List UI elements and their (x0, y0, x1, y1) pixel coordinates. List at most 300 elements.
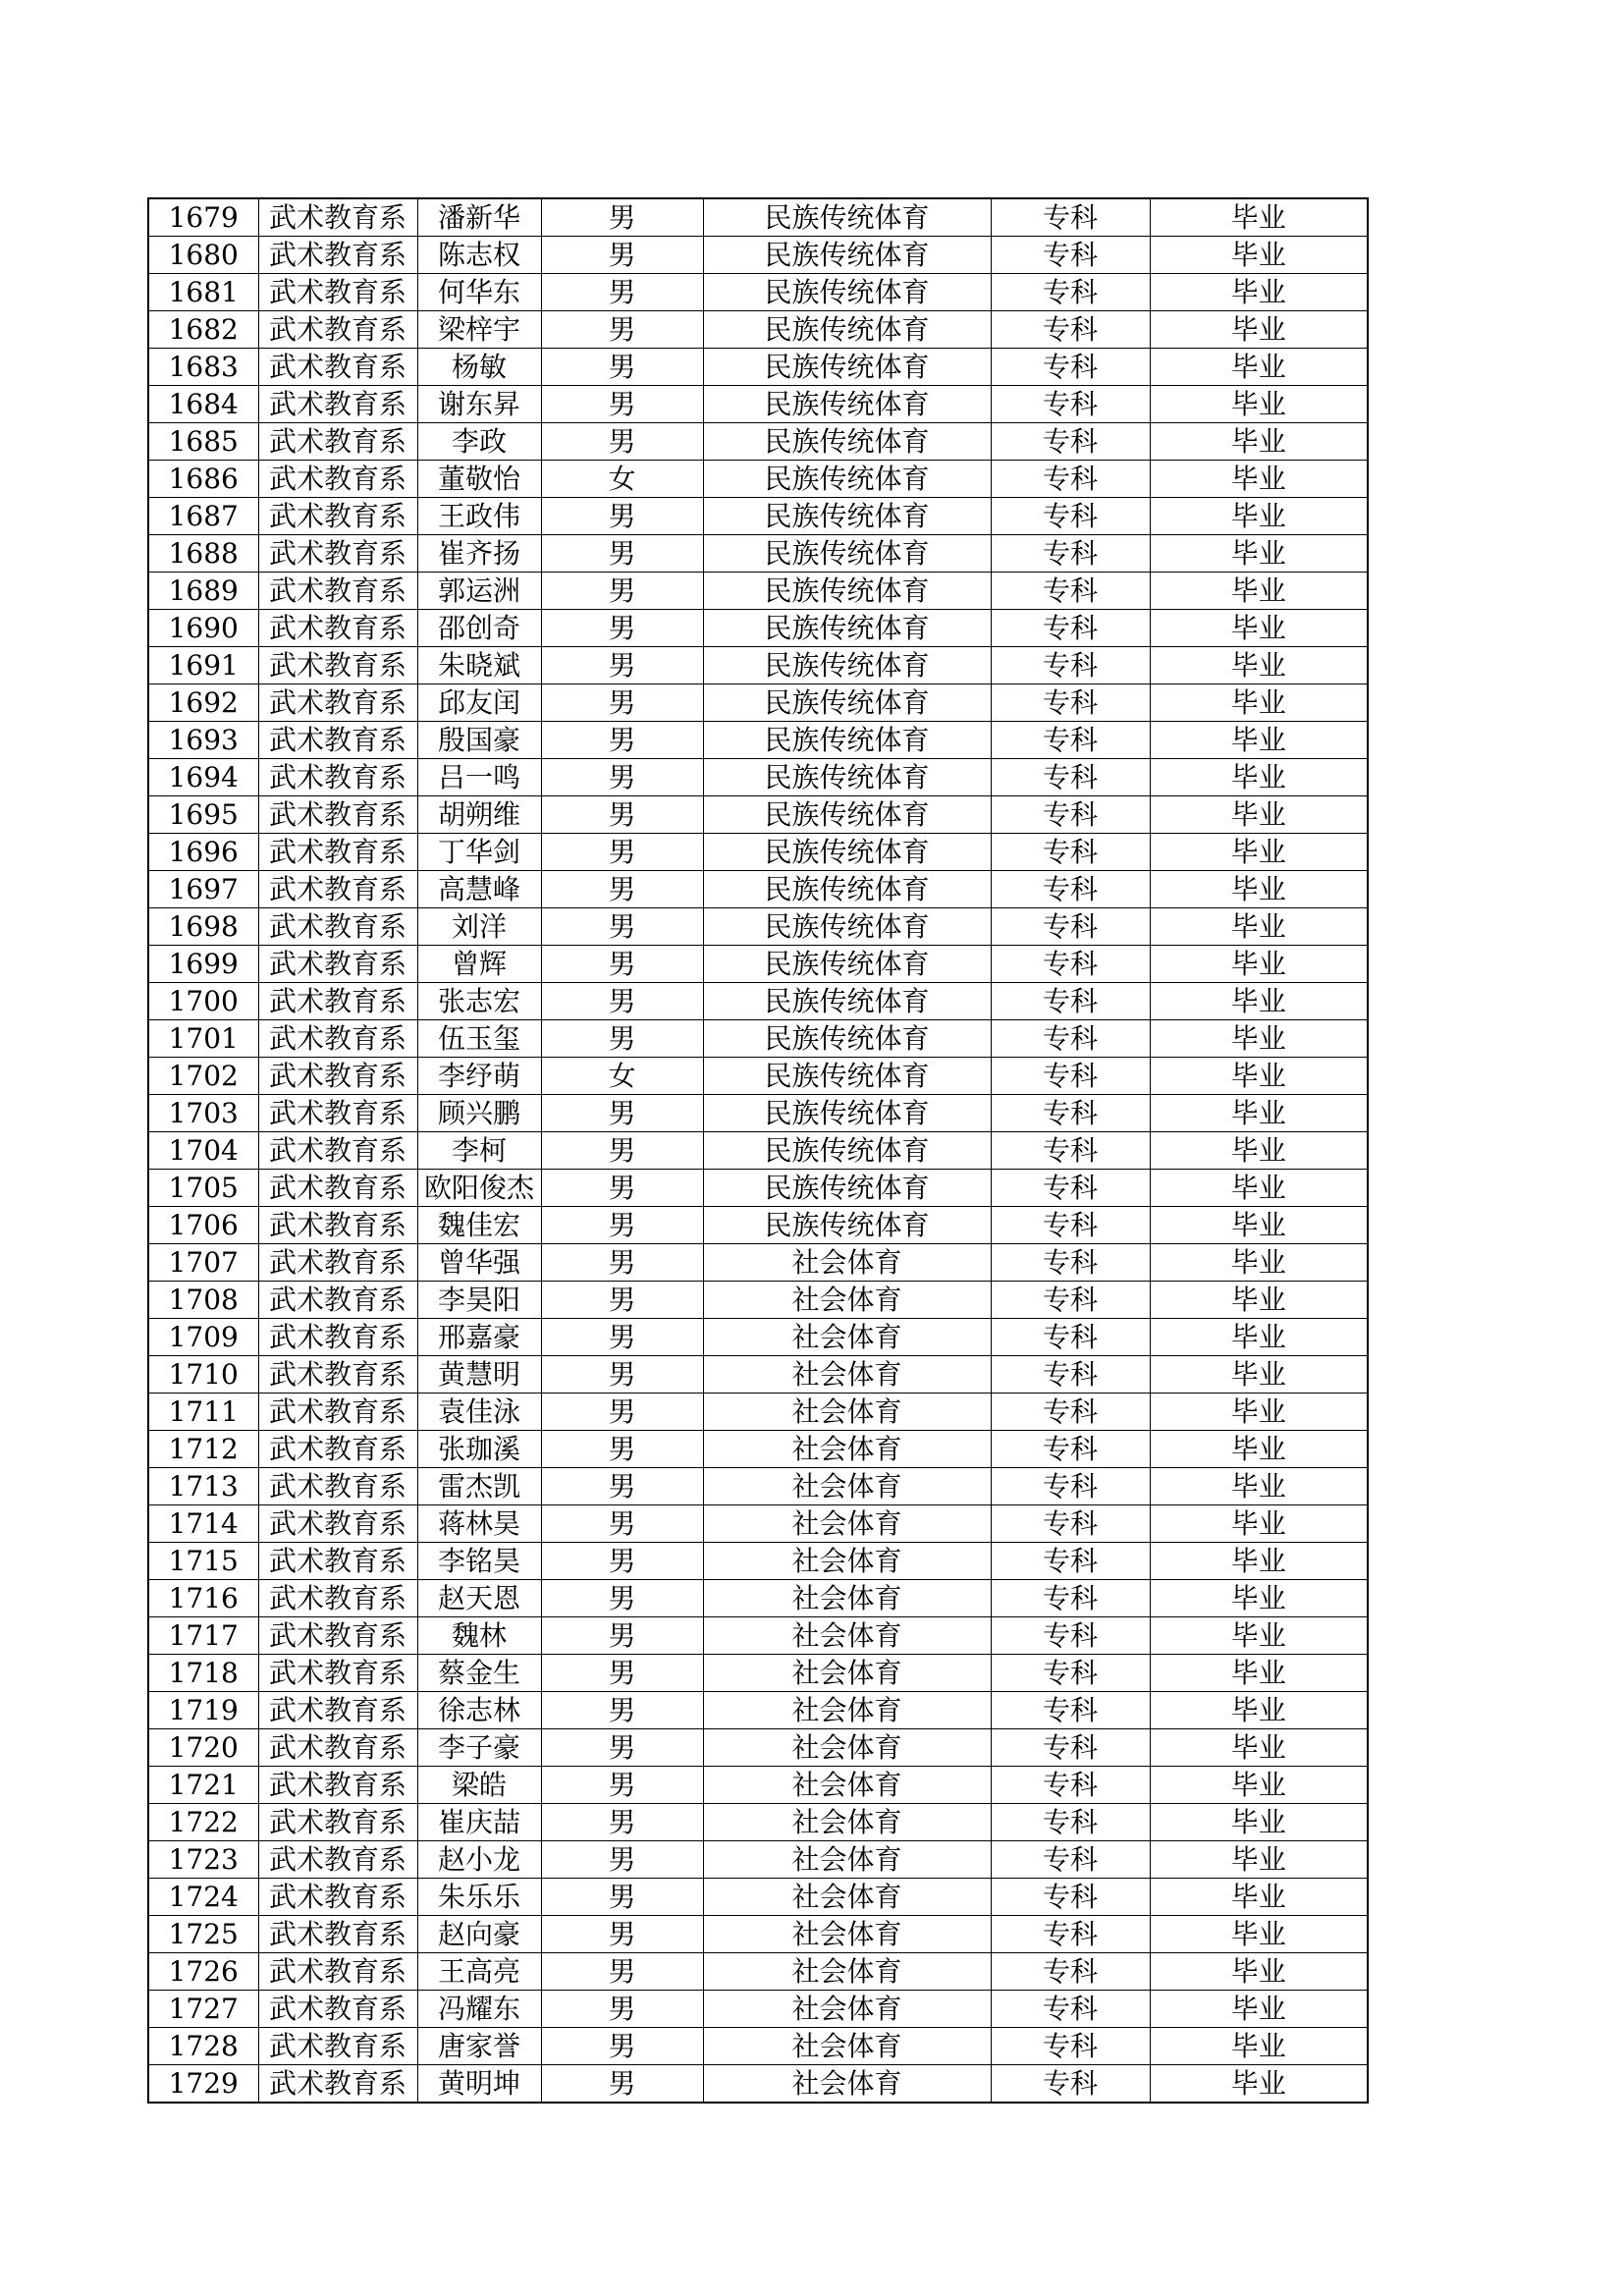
cell-department: 武术教育系 (258, 1132, 417, 1170)
table-row (148, 1132, 1368, 1170)
cell-major: 社会体育 (703, 1468, 991, 1505)
cell-sex: 男 (541, 946, 703, 983)
cell-department: 武术教育系 (258, 1617, 417, 1655)
cell-department: 武术教育系 (258, 684, 417, 722)
cell-sex: 男 (541, 1244, 703, 1282)
cell-sex: 男 (541, 1692, 703, 1729)
cell-major: 社会体育 (703, 1953, 991, 1991)
cell-status: 毕业 (1150, 1879, 1368, 1916)
cell-number: 1680 (148, 237, 258, 274)
table-row (148, 1020, 1368, 1058)
cell-name: 魏林 (417, 1617, 541, 1655)
cell-department: 武术教育系 (258, 349, 417, 386)
cell-department: 武术教育系 (258, 1282, 417, 1319)
cell-name: 陈志权 (417, 237, 541, 274)
cell-number: 1706 (148, 1207, 258, 1244)
cell-department: 武术教育系 (258, 237, 417, 274)
cell-status: 毕业 (1150, 1394, 1368, 1431)
cell-major: 社会体育 (703, 1991, 991, 2028)
cell-number: 1697 (148, 871, 258, 908)
cell-name: 杨敏 (417, 349, 541, 386)
cell-status: 毕业 (1150, 349, 1368, 386)
cell-level: 专科 (991, 1767, 1150, 1804)
cell-level: 专科 (991, 1655, 1150, 1692)
cell-number: 1724 (148, 1879, 258, 1916)
cell-number: 1686 (148, 461, 258, 498)
cell-sex: 男 (541, 2065, 703, 2104)
table-row (148, 1580, 1368, 1617)
table-row (148, 1953, 1368, 1991)
cell-status: 毕业 (1150, 834, 1368, 871)
cell-sex: 男 (541, 1170, 703, 1207)
cell-status: 毕业 (1150, 1543, 1368, 1580)
cell-level: 专科 (991, 498, 1150, 535)
cell-number: 1683 (148, 349, 258, 386)
cell-department: 武术教育系 (258, 796, 417, 834)
cell-status: 毕业 (1150, 461, 1368, 498)
cell-level: 专科 (991, 2065, 1150, 2104)
cell-name: 曾辉 (417, 946, 541, 983)
cell-level: 专科 (991, 1244, 1150, 1282)
cell-major: 民族传统体育 (703, 946, 991, 983)
cell-name: 冯耀东 (417, 1991, 541, 2028)
cell-level: 专科 (991, 1505, 1150, 1543)
cell-major: 社会体育 (703, 1617, 991, 1655)
cell-major: 民族传统体育 (703, 237, 991, 274)
cell-name: 王高亮 (417, 1953, 541, 1991)
cell-level: 专科 (991, 1282, 1150, 1319)
cell-number: 1710 (148, 1356, 258, 1394)
table-row (148, 274, 1368, 311)
table-row (148, 983, 1368, 1020)
table-row (148, 1655, 1368, 1692)
cell-name: 董敬怡 (417, 461, 541, 498)
cell-name: 邵创奇 (417, 610, 541, 647)
cell-department: 武术教育系 (258, 647, 417, 684)
cell-status: 毕业 (1150, 759, 1368, 796)
cell-name: 袁佳泳 (417, 1394, 541, 1431)
cell-sex: 男 (541, 311, 703, 349)
cell-number: 1690 (148, 610, 258, 647)
cell-status: 毕业 (1150, 423, 1368, 461)
cell-department: 武术教育系 (258, 1095, 417, 1132)
cell-major: 社会体育 (703, 1767, 991, 1804)
cell-status: 毕业 (1150, 274, 1368, 311)
cell-level: 专科 (991, 386, 1150, 423)
table-row (148, 1095, 1368, 1132)
cell-status: 毕业 (1150, 610, 1368, 647)
cell-major: 民族传统体育 (703, 1058, 991, 1095)
cell-level: 专科 (991, 573, 1150, 610)
table-row (148, 834, 1368, 871)
cell-name: 赵小龙 (417, 1841, 541, 1879)
cell-number: 1705 (148, 1170, 258, 1207)
cell-major: 社会体育 (703, 1879, 991, 1916)
cell-status: 毕业 (1150, 535, 1368, 573)
table-row (148, 386, 1368, 423)
cell-number: 1681 (148, 274, 258, 311)
cell-number: 1695 (148, 796, 258, 834)
cell-sex: 男 (541, 1991, 703, 2028)
cell-sex: 男 (541, 1020, 703, 1058)
cell-level: 专科 (991, 1058, 1150, 1095)
cell-department: 武术教育系 (258, 2028, 417, 2065)
cell-major: 社会体育 (703, 1841, 991, 1879)
cell-status: 毕业 (1150, 1767, 1368, 1804)
cell-status: 毕业 (1150, 386, 1368, 423)
cell-sex: 男 (541, 1729, 703, 1767)
cell-name: 邢嘉豪 (417, 1319, 541, 1356)
cell-status: 毕业 (1150, 1953, 1368, 1991)
cell-department: 武术教育系 (258, 1319, 417, 1356)
cell-sex: 男 (541, 1095, 703, 1132)
cell-level: 专科 (991, 871, 1150, 908)
cell-name: 朱晓斌 (417, 647, 541, 684)
cell-status: 毕业 (1150, 573, 1368, 610)
cell-number: 1689 (148, 573, 258, 610)
cell-sex: 男 (541, 1282, 703, 1319)
cell-level: 专科 (991, 1617, 1150, 1655)
cell-sex: 男 (541, 796, 703, 834)
cell-department: 武术教育系 (258, 1916, 417, 1953)
cell-sex: 男 (541, 1879, 703, 1916)
cell-sex: 女 (541, 461, 703, 498)
cell-department: 武术教育系 (258, 983, 417, 1020)
cell-number: 1720 (148, 1729, 258, 1767)
cell-major: 社会体育 (703, 1244, 991, 1282)
cell-sex: 男 (541, 237, 703, 274)
cell-sex: 男 (541, 871, 703, 908)
table-row (148, 1916, 1368, 1953)
cell-number: 1716 (148, 1580, 258, 1617)
cell-level: 专科 (991, 1841, 1150, 1879)
cell-status: 毕业 (1150, 1319, 1368, 1356)
table-row (148, 759, 1368, 796)
cell-department: 武术教育系 (258, 1431, 417, 1468)
cell-major: 社会体育 (703, 1804, 991, 1841)
cell-number: 1727 (148, 1991, 258, 2028)
cell-sex: 男 (541, 1319, 703, 1356)
cell-level: 专科 (991, 946, 1150, 983)
cell-number: 1696 (148, 834, 258, 871)
cell-number: 1685 (148, 423, 258, 461)
cell-name: 黄慧明 (417, 1356, 541, 1394)
table-row (148, 1692, 1368, 1729)
cell-name: 张志宏 (417, 983, 541, 1020)
cell-name: 李铭昊 (417, 1543, 541, 1580)
cell-name: 何华东 (417, 274, 541, 311)
cell-number: 1693 (148, 722, 258, 759)
cell-level: 专科 (991, 1692, 1150, 1729)
cell-sex: 女 (541, 1058, 703, 1095)
cell-status: 毕业 (1150, 1804, 1368, 1841)
cell-major: 民族传统体育 (703, 610, 991, 647)
cell-status: 毕业 (1150, 1991, 1368, 2028)
cell-level: 专科 (991, 311, 1150, 349)
cell-status: 毕业 (1150, 1095, 1368, 1132)
cell-department: 武术教育系 (258, 498, 417, 535)
cell-name: 赵天恩 (417, 1580, 541, 1617)
cell-major: 民族传统体育 (703, 908, 991, 946)
cell-level: 专科 (991, 423, 1150, 461)
cell-status: 毕业 (1150, 908, 1368, 946)
cell-name: 魏佳宏 (417, 1207, 541, 1244)
cell-major: 民族传统体育 (703, 423, 991, 461)
table-row (148, 1468, 1368, 1505)
table-row (148, 908, 1368, 946)
table-row (148, 237, 1368, 274)
cell-sex: 男 (541, 1394, 703, 1431)
cell-number: 1679 (148, 198, 258, 237)
cell-number: 1714 (148, 1505, 258, 1543)
cell-number: 1700 (148, 983, 258, 1020)
cell-sex: 男 (541, 1617, 703, 1655)
table-row (148, 1282, 1368, 1319)
cell-major: 社会体育 (703, 1282, 991, 1319)
cell-sex: 男 (541, 1841, 703, 1879)
cell-sex: 男 (541, 1580, 703, 1617)
table-row (148, 1058, 1368, 1095)
cell-level: 专科 (991, 1468, 1150, 1505)
cell-name: 张珈溪 (417, 1431, 541, 1468)
cell-major: 民族传统体育 (703, 983, 991, 1020)
cell-number: 1703 (148, 1095, 258, 1132)
cell-level: 专科 (991, 1953, 1150, 1991)
cell-major: 社会体育 (703, 1916, 991, 1953)
cell-status: 毕业 (1150, 1282, 1368, 1319)
cell-major: 民族传统体育 (703, 198, 991, 237)
cell-sex: 男 (541, 274, 703, 311)
cell-name: 殷国豪 (417, 722, 541, 759)
cell-name: 顾兴鹏 (417, 1095, 541, 1132)
cell-name: 刘洋 (417, 908, 541, 946)
cell-status: 毕业 (1150, 1207, 1368, 1244)
cell-level: 专科 (991, 237, 1150, 274)
cell-level: 专科 (991, 647, 1150, 684)
cell-sex: 男 (541, 684, 703, 722)
cell-status: 毕业 (1150, 796, 1368, 834)
cell-department: 武术教育系 (258, 386, 417, 423)
cell-name: 邱友闰 (417, 684, 541, 722)
cell-name: 潘新华 (417, 198, 541, 237)
cell-level: 专科 (991, 759, 1150, 796)
cell-department: 武术教育系 (258, 610, 417, 647)
cell-sex: 男 (541, 2028, 703, 2065)
cell-level: 专科 (991, 610, 1150, 647)
cell-status: 毕业 (1150, 946, 1368, 983)
cell-sex: 男 (541, 535, 703, 573)
cell-major: 民族传统体育 (703, 573, 991, 610)
cell-sex: 男 (541, 423, 703, 461)
cell-department: 武术教育系 (258, 1580, 417, 1617)
cell-major: 民族传统体育 (703, 1170, 991, 1207)
cell-major: 社会体育 (703, 1729, 991, 1767)
cell-department: 武术教育系 (258, 1655, 417, 1692)
cell-sex: 男 (541, 610, 703, 647)
cell-status: 毕业 (1150, 237, 1368, 274)
cell-department: 武术教育系 (258, 423, 417, 461)
cell-sex: 男 (541, 647, 703, 684)
table-row (148, 1207, 1368, 1244)
cell-number: 1701 (148, 1020, 258, 1058)
cell-status: 毕业 (1150, 1431, 1368, 1468)
table-row (148, 1617, 1368, 1655)
table-row (148, 1319, 1368, 1356)
cell-name: 梁皓 (417, 1767, 541, 1804)
table-row (148, 1879, 1368, 1916)
cell-name: 崔齐扬 (417, 535, 541, 573)
cell-level: 专科 (991, 1394, 1150, 1431)
table-row (148, 946, 1368, 983)
cell-level: 专科 (991, 1991, 1150, 2028)
cell-major: 社会体育 (703, 1655, 991, 1692)
cell-number: 1718 (148, 1655, 258, 1692)
table-row (148, 461, 1368, 498)
graduate-roster-table (147, 197, 1369, 2104)
cell-major: 社会体育 (703, 1319, 991, 1356)
cell-name: 蒋林昊 (417, 1505, 541, 1543)
cell-number: 1717 (148, 1617, 258, 1655)
cell-department: 武术教育系 (258, 1058, 417, 1095)
table-row (148, 1394, 1368, 1431)
cell-level: 专科 (991, 1916, 1150, 1953)
cell-major: 民族传统体育 (703, 1095, 991, 1132)
table-row (148, 1244, 1368, 1282)
table-row (148, 1991, 1368, 2028)
cell-sex: 男 (541, 834, 703, 871)
table-row (148, 1729, 1368, 1767)
cell-number: 1712 (148, 1431, 258, 1468)
cell-major: 民族传统体育 (703, 498, 991, 535)
cell-number: 1694 (148, 759, 258, 796)
cell-name: 李柯 (417, 1132, 541, 1170)
cell-major: 社会体育 (703, 1505, 991, 1543)
cell-status: 毕业 (1150, 1841, 1368, 1879)
cell-level: 专科 (991, 461, 1150, 498)
cell-major: 民族传统体育 (703, 1132, 991, 1170)
cell-major: 社会体育 (703, 2028, 991, 2065)
cell-major: 民族传统体育 (703, 647, 991, 684)
cell-name: 黄明坤 (417, 2065, 541, 2104)
cell-number: 1721 (148, 1767, 258, 1804)
cell-sex: 男 (541, 983, 703, 1020)
cell-sex: 男 (541, 1431, 703, 1468)
cell-sex: 男 (541, 908, 703, 946)
cell-number: 1708 (148, 1282, 258, 1319)
cell-department: 武术教育系 (258, 198, 417, 237)
cell-status: 毕业 (1150, 311, 1368, 349)
cell-major: 社会体育 (703, 1692, 991, 1729)
cell-major: 民族传统体育 (703, 1207, 991, 1244)
cell-sex: 男 (541, 1543, 703, 1580)
cell-major: 民族传统体育 (703, 722, 991, 759)
cell-level: 专科 (991, 1356, 1150, 1394)
cell-level: 专科 (991, 983, 1150, 1020)
cell-name: 李纾萌 (417, 1058, 541, 1095)
cell-name: 李政 (417, 423, 541, 461)
cell-sex: 男 (541, 1468, 703, 1505)
cell-name: 谢东昇 (417, 386, 541, 423)
cell-status: 毕业 (1150, 1132, 1368, 1170)
cell-number: 1728 (148, 2028, 258, 2065)
cell-status: 毕业 (1150, 1020, 1368, 1058)
cell-department: 武术教育系 (258, 1543, 417, 1580)
cell-level: 专科 (991, 1729, 1150, 1767)
cell-department: 武术教育系 (258, 2065, 417, 2104)
cell-major: 民族传统体育 (703, 834, 991, 871)
table-row (148, 1767, 1368, 1804)
cell-department: 武术教育系 (258, 311, 417, 349)
cell-sex: 男 (541, 1953, 703, 1991)
table-row (148, 647, 1368, 684)
table-row (148, 871, 1368, 908)
cell-status: 毕业 (1150, 1655, 1368, 1692)
cell-name: 赵向豪 (417, 1916, 541, 1953)
table-row (148, 2028, 1368, 2065)
cell-number: 1688 (148, 535, 258, 573)
cell-sex: 男 (541, 1804, 703, 1841)
cell-major: 民族传统体育 (703, 274, 991, 311)
cell-level: 专科 (991, 834, 1150, 871)
cell-level: 专科 (991, 535, 1150, 573)
cell-department: 武术教育系 (258, 1879, 417, 1916)
cell-status: 毕业 (1150, 1170, 1368, 1207)
table-row (148, 535, 1368, 573)
cell-name: 蔡金生 (417, 1655, 541, 1692)
cell-department: 武术教育系 (258, 1505, 417, 1543)
cell-department: 武术教育系 (258, 1468, 417, 1505)
cell-sex: 男 (541, 1356, 703, 1394)
cell-status: 毕业 (1150, 1505, 1368, 1543)
cell-sex: 男 (541, 498, 703, 535)
cell-number: 1722 (148, 1804, 258, 1841)
cell-department: 武术教育系 (258, 1170, 417, 1207)
table-row (148, 1170, 1368, 1207)
cell-name: 梁梓宇 (417, 311, 541, 349)
cell-major: 民族传统体育 (703, 461, 991, 498)
cell-sex: 男 (541, 1767, 703, 1804)
cell-status: 毕业 (1150, 1729, 1368, 1767)
table-row (148, 498, 1368, 535)
cell-sex: 男 (541, 198, 703, 237)
cell-number: 1687 (148, 498, 258, 535)
cell-department: 武术教育系 (258, 573, 417, 610)
table-row (148, 610, 1368, 647)
cell-level: 专科 (991, 2028, 1150, 2065)
cell-status: 毕业 (1150, 871, 1368, 908)
cell-name: 吕一鸣 (417, 759, 541, 796)
cell-name: 唐家誉 (417, 2028, 541, 2065)
cell-sex: 男 (541, 573, 703, 610)
cell-name: 丁华剑 (417, 834, 541, 871)
cell-department: 武术教育系 (258, 1991, 417, 2028)
cell-number: 1715 (148, 1543, 258, 1580)
cell-status: 毕业 (1150, 1692, 1368, 1729)
cell-status: 毕业 (1150, 498, 1368, 535)
cell-department: 武术教育系 (258, 722, 417, 759)
cell-level: 专科 (991, 1543, 1150, 1580)
cell-department: 武术教育系 (258, 1841, 417, 1879)
cell-department: 武术教育系 (258, 535, 417, 573)
table-row (148, 311, 1368, 349)
cell-major: 社会体育 (703, 1580, 991, 1617)
cell-status: 毕业 (1150, 1468, 1368, 1505)
cell-number: 1691 (148, 647, 258, 684)
table-row (148, 423, 1368, 461)
cell-status: 毕业 (1150, 722, 1368, 759)
table-row (148, 1431, 1368, 1468)
roster-body (148, 198, 1368, 2103)
